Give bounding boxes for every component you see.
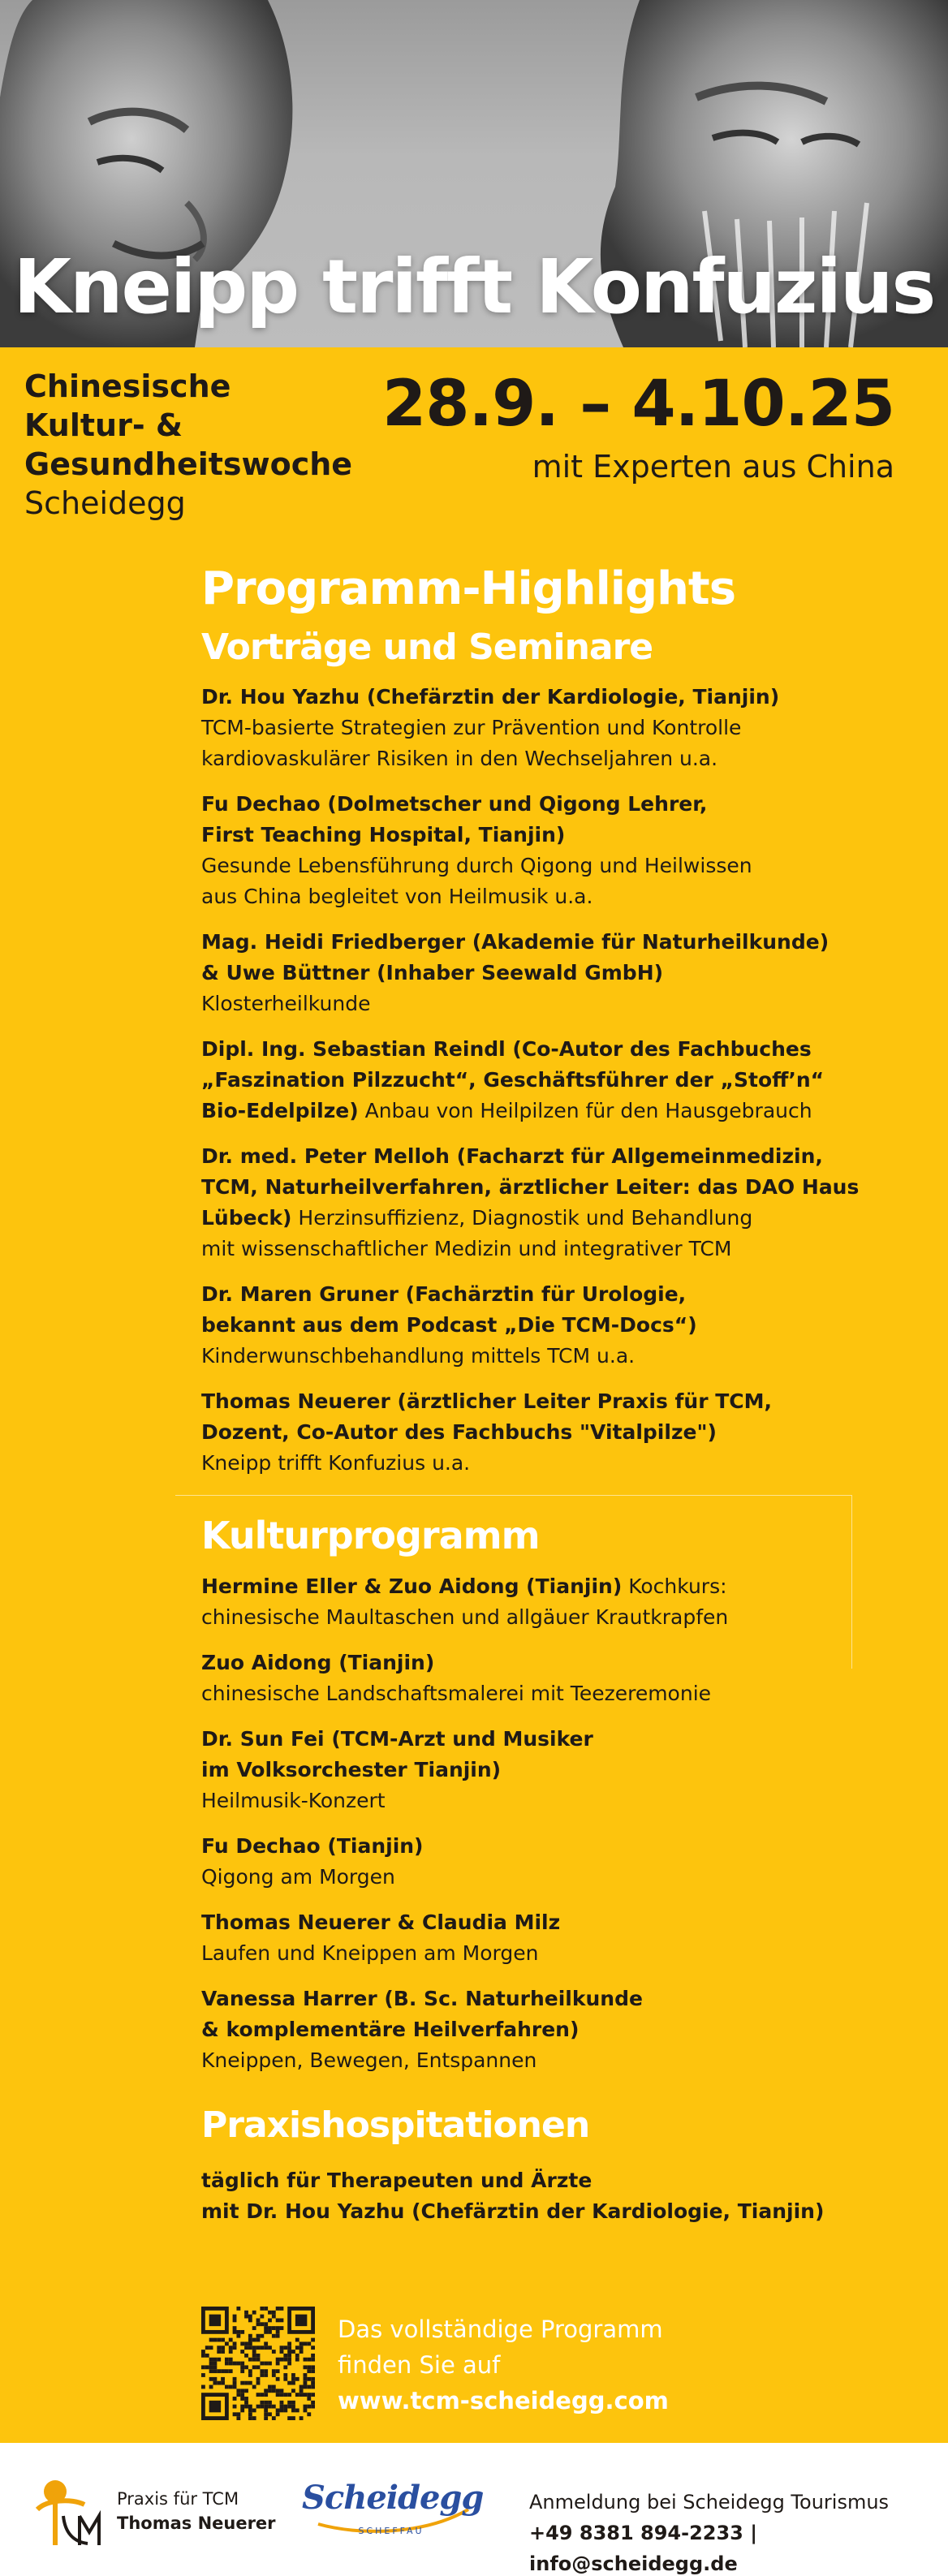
topic-line: aus China begleitet von Heilmusik u.a. [201,885,593,908]
speaker-line: Fu Dechao (Tianjin) [201,1834,424,1858]
speaker-line: „Faszination Pilzzucht“, Geschäftsführer der „Stoff’n“ [201,1068,825,1092]
qr-line: finden Sie auf [338,2351,501,2379]
speaker-line: Zuo Aidong (Tianjin) [201,1651,435,1674]
speaker-line: & komplementäre Heilverfahren) [201,2018,580,2041]
event-dates: 28.9. – 4.10.25 [381,368,894,441]
mixed-line [201,1096,867,1126]
speaker-line: Dr. med. Peter Melloh (Facharzt für Allgemeinmedizin, [201,1144,823,1168]
praxis-line: täglich für Therapeuten und Ärzte [201,2169,592,2192]
topic-text: Herzinsuffizienz, Diagnostik und Behandlung [291,1206,753,1230]
speaker-line: Dr. Sun Fei (TCM-Arzt und Musiker [201,1727,593,1751]
program-entry [201,1907,867,1969]
event-date-block [375,365,894,487]
praxis-section [201,2102,867,2242]
qr-caption [338,2311,679,2419]
tcm-line: Thomas Neuerer [117,2514,276,2533]
program-entry [201,1034,867,1126]
tcm-line: Praxis für TCM [117,2489,239,2509]
tcm-logo-icon [31,2467,104,2552]
topic-text: Kochkurs: [622,1574,727,1598]
culture-section [201,1511,867,2091]
speaker-line: Fu Dechao (Dolmetscher und Qigong Lehrer, [201,792,708,816]
contact-block [529,2487,948,2576]
hero-banner [0,0,948,347]
scheidegg-logo-text: Scheidegg [302,2479,484,2517]
program-entry [201,682,867,774]
footer [0,2443,948,2576]
speaker-line: Hermine Eller & Zuo Aidong (Tianjin) [201,1574,623,1598]
mixed-line [201,1203,867,1234]
email-link[interactable]: info@scheidegg.de [529,2552,738,2575]
speaker-line: Thomas Neuerer & Claudia Milz [201,1910,561,1934]
qr-code[interactable] [201,2307,315,2420]
culture-title: Kulturprogramm [201,1514,540,1557]
topic-line: chinesische Landschaftsmalerei mit Teezeremonie [201,1682,712,1705]
praxis-details [201,2165,867,2227]
topic-line: mit wissenschaftlicher Medizin und integrativer TCM [201,1237,732,1260]
topic-line: Laufen und Kneippen am Morgen [201,1941,539,1965]
topic-line: kardiovaskulärer Risiken in den Wechseljahren u.a. [201,747,718,770]
program-entry [201,1141,867,1264]
scheidegg-logo [302,2477,484,2550]
speaker-line: Lübeck) [201,1206,292,1230]
topic-text: Anbau von Heilpilzen für den Hausgebrauch [358,1099,812,1122]
program-section [201,560,867,1493]
topic-line: Heilmusik-Konzert [201,1789,386,1812]
program-entry [201,789,867,912]
program-entry [201,1831,867,1893]
topic-line: Kinderwunschbehandlung mittels TCM u.a. [201,1344,636,1368]
topic-line: Kneippen, Bewegen, Entspannen [201,2048,537,2072]
contact-separator: | [743,2522,757,2544]
praxis-title: Praxishospitationen [201,2104,590,2146]
speaker-line: im Volksorchester Tianjin) [201,1758,502,1781]
topic-line: Kneipp trifft Konfuzius u.a. [201,1451,471,1475]
program-entry [201,1279,867,1372]
program-url-link[interactable]: www.tcm-scheidegg.com [338,2387,669,2414]
speaker-line: & Uwe Büttner (Inhaber Seewald GmbH) [201,961,664,984]
program-title: Programm-Highlights [201,562,736,615]
speaker-line: TCM, Naturheilverfahren, ärztlicher Leiter: das DAO Haus [201,1175,860,1199]
event-name-line: Gesundheitswoche [24,446,353,482]
contact-details [529,2518,948,2576]
topic-line: TCM-basierte Strategien zur Prävention und Kontrolle [201,716,742,739]
contact-line: Anmeldung bei Scheidegg Tourismus [529,2491,890,2514]
event-name-line: Chinesische [24,368,231,404]
topic-line: Qigong am Morgen [201,1865,395,1889]
speaker-line: Dipl. Ing. Sebastian Reindl (Co-Autor des Fachbuches [201,1037,812,1061]
event-location: Scheidegg [24,485,186,521]
speaker-line: Dr. Maren Gruner (Fachärztin für Urologie, [201,1282,687,1306]
phone-link[interactable]: +49 8381 894-2233 [529,2522,743,2544]
speaker-line: Dozent, Co-Autor des Fachbuchs "Vitalpilze") [201,1420,717,1444]
speaker-line: Dr. Hou Yazhu (Chefärztin der Kardiologie, Tianjin) [201,685,780,709]
culture-list [201,1571,867,2076]
speaker-line: First Teaching Hospital, Tianjin) [201,823,566,846]
topic-line: chinesische Maultaschen und allgäuer Krautkrapfen [201,1605,729,1629]
scheidegg-logo-sub: SCHEFFAU [358,2526,424,2536]
tcm-practice-name [117,2487,276,2535]
speaker-line: Bio-Edelpilze) [201,1099,359,1122]
praxis-line: mit Dr. Hou Yazhu (Chefärztin der Kardiologie, Tianjin) [201,2199,825,2223]
program-entry [201,1724,867,1816]
topic-line: Gesunde Lebensführung durch Qigong und Heilwissen [201,854,752,877]
speaker-line: Thomas Neuerer (ärztlicher Leiter Praxis für TCM, [201,1389,773,1413]
speaker-line: Vanessa Harrer (B. Sc. Naturheilkunde [201,1987,643,2010]
event-subtitle: mit Experten aus China [532,449,894,485]
hero-title: Kneipp trifft Konfuzius [13,243,935,330]
mixed-line [201,1571,867,1602]
event-name-line: Kultur- & [24,407,183,443]
speaker-line: bekannt aus dem Podcast „Die TCM-Docs“) [201,1313,697,1337]
lectures-title: Vorträge und Seminare [201,627,653,668]
qr-line: Das vollständige Programm [338,2315,663,2343]
program-entry [201,1984,867,2076]
program-entry [201,1648,867,1709]
program-entry [201,927,867,1019]
program-entry [201,1571,867,1633]
lectures-list [201,682,867,1479]
speaker-line: Mag. Heidi Friedberger (Akademie für Naturheilkunde) [201,930,830,954]
program-entry [201,1386,867,1479]
topic-line: Klosterheilkunde [201,992,371,1015]
